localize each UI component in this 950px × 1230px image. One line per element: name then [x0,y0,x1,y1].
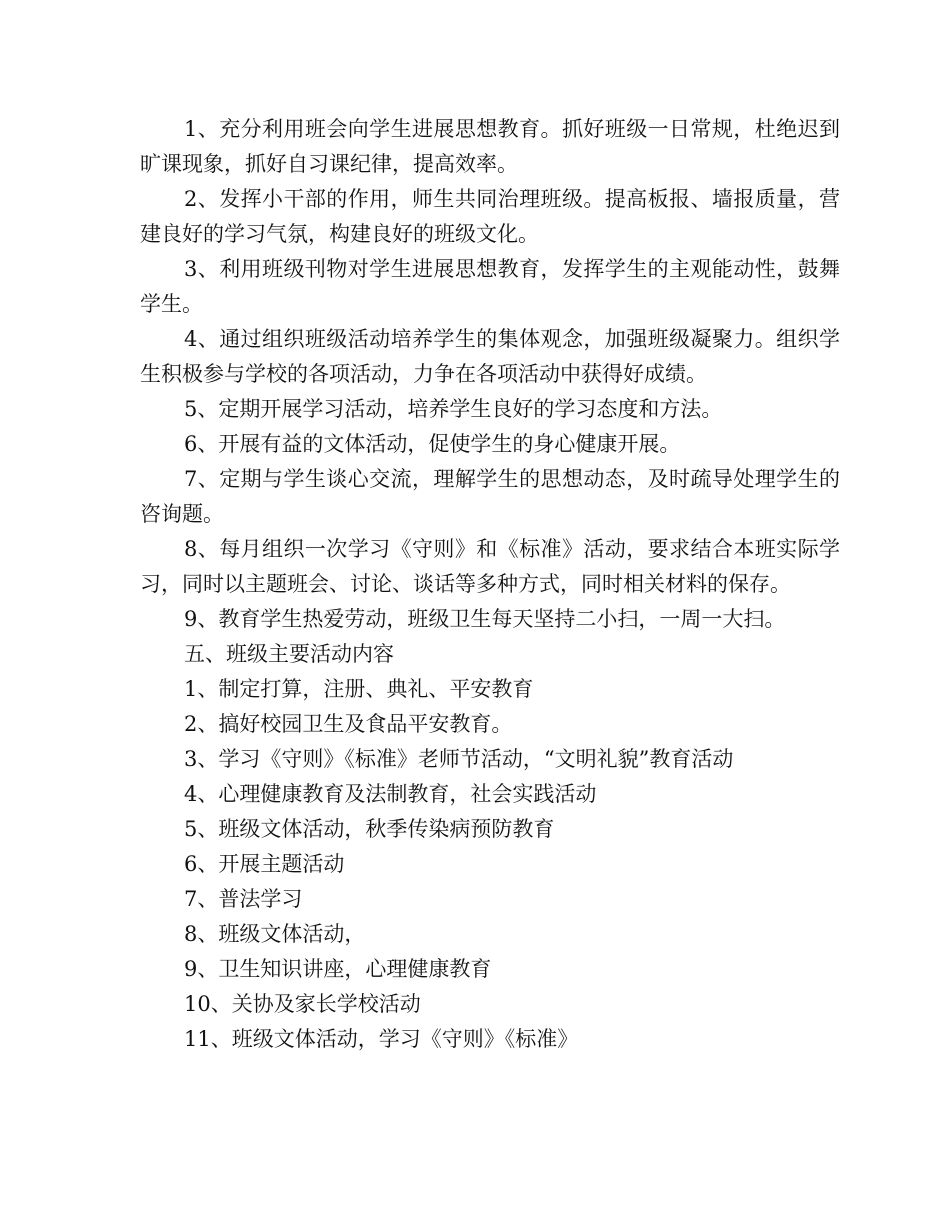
activity-item-9: 9、卫生知识讲座，心理健康教育 [184,957,492,981]
paragraph-6: 6、开展有益的文体活动，促使学生的身心健康开展。 [184,432,681,456]
activity-item-7: 7、普法学习 [184,887,303,911]
paragraph-7: 7、定期与学生谈心交流，理解学生的思想动态，及时疏导处理学生的咨询题。 [140,467,840,526]
paragraph-5: 5、定期开展学习活动，培养学生良好的学习态度和方法。 [184,397,723,421]
paragraph-9: 9、教育学生热爱劳动，班级卫生每天坚持二小扫，一周一大扫。 [184,607,786,631]
paragraph-1: 1、充分利用班会向学生进展思想教育。抓好班级一日常规，杜绝迟到旷课现象，抓好自习课纪律，提高效率。 [140,117,840,176]
activity-item-11: 11、班级文体活动，学习《守则》《标准》 [184,1027,579,1051]
document-body [140,112,840,1057]
activity-item-3: 3、学习《守则》《标准》老师节活动，“文明礼貌”教育活动 [184,747,734,771]
paragraph-3: 3、利用班级刊物对学生进展思想教育，发挥学生的主观能动性，鼓舞学生。 [140,257,840,316]
activity-item-1: 1、制定打算，注册、典礼、平安教育 [184,677,534,701]
section-heading-5: 五、班级主要活动内容 [184,642,394,666]
paragraph-2: 2、发挥小干部的作用，师生共同治理班级。提高板报、墙报质量，营建良好的学习气氛，构建良好的班级文化。 [140,187,840,246]
activity-item-8: 8、班级文体活动， [184,922,366,946]
activity-item-4: 4、心理健康教育及法制教育，社会实践活动 [184,782,597,806]
activity-item-10: 10、关协及家长学校活动 [184,992,421,1016]
paragraph-4: 4、通过组织班级活动培养学生的集体观念，加强班级凝聚力。组织学生积极参与学校的各项活动，力争在各项活动中获得好成绩。 [140,327,840,386]
activity-item-5: 5、班级文体活动，秋季传染病预防教育 [184,817,555,841]
activity-item-2: 2、搞好校园卫生及食品平安教育。 [184,712,513,736]
paragraph-8: 8、每月组织一次学习《守则》和《标准》活动，要求结合本班实际学习，同时以主题班会、讨论、谈话等多种方式，同时相关材料的保存。 [140,537,840,596]
activity-item-6: 6、开展主题活动 [184,852,345,876]
